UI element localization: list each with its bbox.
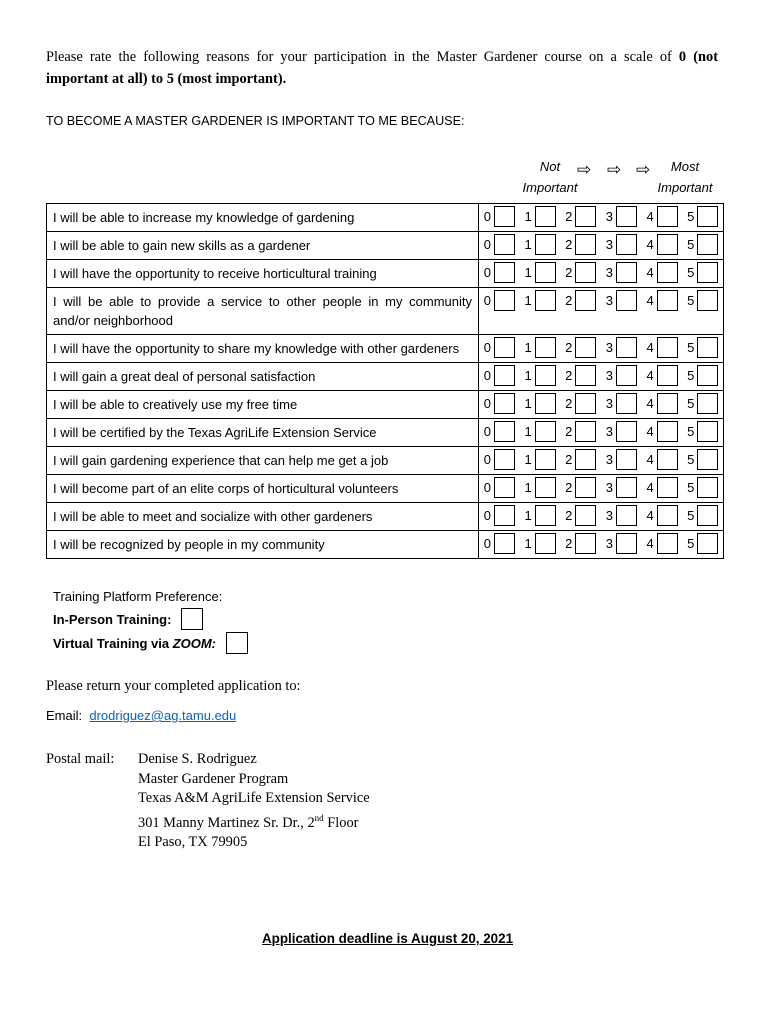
scale-right-line1: Most [670,159,700,174]
rating-options [479,335,723,362]
rating-number: 1 [524,340,532,355]
rating-option [479,447,520,474]
rating-number: 1 [524,293,532,308]
rating-number: 5 [687,237,695,252]
rating-option [479,391,520,418]
in-person-label: In-Person Training: [53,612,172,627]
rating-checkbox[interactable] [616,533,637,554]
rating-option [642,419,683,446]
rating-checkbox[interactable] [535,206,556,227]
rating-checkbox[interactable] [535,290,556,311]
rating-checkbox[interactable] [616,290,637,311]
rating-number: 4 [646,237,654,252]
rating-option [601,335,642,362]
address-street: 301 Manny Martinez Sr. Dr., 2nd Floor [138,812,359,831]
rating-option [560,260,601,287]
rating-option [520,204,561,231]
rating-option [682,503,723,530]
rating-option [642,260,683,287]
rating-option [479,288,520,334]
rating-number: 5 [687,293,695,308]
rating-option [682,363,723,390]
rating-number: 3 [605,237,614,252]
rating-option [520,419,561,446]
rating-row [47,390,723,418]
rating-number: 4 [646,480,654,495]
rating-options [479,503,723,530]
rating-checkbox[interactable] [535,393,556,414]
arrow-right-icon: ⇨ [577,160,592,179]
rating-option [642,475,683,502]
rating-option [520,475,561,502]
rating-number: 2 [565,340,573,355]
rating-row [47,418,723,446]
in-person-checkbox[interactable] [181,608,203,630]
rating-checkbox[interactable] [697,449,718,470]
rating-number: 5 [687,265,695,280]
reason-label: I will have the opportunity to share my knowledge with other gardeners [47,335,479,362]
rating-number: 1 [524,396,532,411]
rating-option [601,391,642,418]
rating-checkbox[interactable] [697,533,718,554]
rating-option [560,288,601,334]
rating-checkbox[interactable] [494,262,515,283]
rating-option [601,232,642,259]
scale-right-line2: Important [657,180,713,195]
rating-checkbox[interactable] [575,206,596,227]
rating-option [479,204,520,231]
rating-option [479,419,520,446]
rating-option [560,475,601,502]
arrow-right-icon: ⇨ [636,160,651,179]
rating-number: 5 [687,340,695,355]
reason-label: I will be able to gain new skills as a gardener [47,232,479,259]
rating-checkbox[interactable] [697,421,718,442]
rating-number: 1 [524,209,532,224]
rating-number: 5 [687,536,695,551]
rating-checkbox[interactable] [657,449,678,470]
rating-number: 1 [524,480,532,495]
rating-checkbox[interactable] [657,262,678,283]
address-organization: Texas A&M AgriLife Extension Service [138,790,370,806]
rating-number: 1 [524,536,532,551]
rating-checkbox[interactable] [575,234,596,255]
rating-checkbox[interactable] [657,505,678,526]
rating-options [479,232,723,259]
rating-checkbox[interactable] [494,365,515,386]
postal-section [46,750,370,850]
rating-checkbox[interactable] [616,393,637,414]
rating-option [642,531,683,558]
rating-number: 0 [483,237,491,252]
rating-number: 3 [605,368,614,383]
rating-option [560,391,601,418]
rating-checkbox[interactable] [535,477,556,498]
rating-number: 2 [565,424,573,439]
rating-checkbox[interactable] [616,505,637,526]
address-program: Master Gardener Program [138,770,289,787]
rating-checkbox[interactable] [657,206,678,227]
rating-number: 4 [646,536,654,551]
reason-label: I will gain a great deal of personal satisfaction [47,363,479,390]
intro-paragraph [46,46,718,90]
rating-checkbox[interactable] [575,449,596,470]
rating-number: 2 [565,452,573,467]
rating-option [642,232,683,259]
rating-checkbox[interactable] [616,337,637,358]
rating-options [479,288,723,334]
rating-checkbox[interactable] [535,234,556,255]
rating-option [601,531,642,558]
rating-checkbox[interactable] [616,234,637,255]
rating-number: 3 [605,340,614,355]
rating-checkbox[interactable] [616,421,637,442]
scale-left-line1: Not [539,159,561,174]
address-name: Denise S. Rodriguez [138,751,257,767]
rating-option [520,503,561,530]
rating-number: 0 [483,293,491,308]
rating-option [642,335,683,362]
rating-option [560,363,601,390]
rating-checkbox[interactable] [697,365,718,386]
section-heading: TO BECOME A MASTER GARDENER IS IMPORTANT TO ME BECAUSE: [46,114,465,128]
rating-checkbox[interactable] [616,477,637,498]
rating-checkbox[interactable] [535,533,556,554]
training-platform-section [53,586,248,655]
rating-checkbox[interactable] [535,421,556,442]
rating-checkbox[interactable] [657,337,678,358]
rating-option [520,335,561,362]
rating-option [560,503,601,530]
rating-number: 1 [524,508,532,523]
rating-checkbox[interactable] [494,421,515,442]
zoom-label: ZOOM: [172,636,217,651]
rating-row [47,502,723,530]
rating-checkbox[interactable] [575,505,596,526]
rating-option [601,260,642,287]
reason-label: I will be able to creatively use my free time [47,391,479,418]
rating-options [479,447,723,474]
rating-option [520,391,561,418]
rating-number: 4 [646,424,654,439]
rating-checkbox[interactable] [575,337,596,358]
rating-number: 5 [687,368,695,383]
rating-checkbox[interactable] [697,206,718,227]
rating-checkbox[interactable] [697,290,718,311]
rating-options [479,260,723,287]
rating-row [47,287,723,334]
rating-checkbox[interactable] [616,449,637,470]
rating-checkbox[interactable] [697,262,718,283]
rating-option [682,260,723,287]
rating-checkbox[interactable] [657,365,678,386]
application-deadline: Application deadline is August 20, 2021 [262,931,514,946]
rating-option [479,363,520,390]
rating-checkbox[interactable] [494,449,515,470]
arrow-right-icon: ⇨ [607,160,622,179]
virtual-checkbox[interactable] [226,632,248,654]
rating-checkbox[interactable] [494,477,515,498]
rating-number: 2 [565,265,573,280]
rating-option [682,232,723,259]
rating-number: 0 [483,396,491,411]
rating-option [479,475,520,502]
rating-option [601,363,642,390]
rating-number: 4 [646,340,654,355]
rating-checkbox[interactable] [657,477,678,498]
reason-label: I will be recognized by people in my community [47,531,479,558]
rating-options [479,419,723,446]
email-label: Email: [46,708,83,723]
rating-checkbox[interactable] [657,290,678,311]
rating-option [642,204,683,231]
rating-option [479,232,520,259]
platform-title: Training Platform Preference: [53,589,223,604]
postal-label: Postal mail: [46,751,115,767]
rating-number: 2 [565,293,573,308]
rating-number: 5 [687,396,695,411]
rating-option [642,363,683,390]
rating-number: 4 [646,508,654,523]
rating-number: 0 [483,424,491,439]
rating-checkbox[interactable] [494,393,515,414]
rating-checkbox[interactable] [697,393,718,414]
rating-checkbox[interactable] [494,206,515,227]
rating-checkbox[interactable] [575,262,596,283]
rating-table [46,203,724,559]
reason-label: I will become part of an elite corps of horticultural volunteers [47,475,479,502]
rating-checkbox[interactable] [697,234,718,255]
rating-option [642,447,683,474]
reason-label: I will have the opportunity to receive horticultural training [47,260,479,287]
address-city: El Paso, TX 79905 [138,833,248,850]
reason-label: I will be able to provide a service to other people in my community and/or neighborhood [47,288,479,334]
rating-option [642,391,683,418]
rating-options [479,391,723,418]
rating-option [601,419,642,446]
rating-number: 4 [646,452,654,467]
rating-checkbox[interactable] [657,533,678,554]
rating-number: 3 [605,508,614,523]
rating-options [479,475,723,502]
rating-checkbox[interactable] [494,234,515,255]
rating-number: 3 [605,452,614,467]
rating-checkbox[interactable] [575,533,596,554]
rating-checkbox[interactable] [575,477,596,498]
rating-option [682,447,723,474]
rating-number: 4 [646,209,654,224]
rating-number: 2 [565,368,573,383]
rating-option [560,204,601,231]
rating-checkbox[interactable] [575,365,596,386]
rating-option [520,232,561,259]
rating-option [560,232,601,259]
rating-option [682,531,723,558]
rating-checkbox[interactable] [494,533,515,554]
rating-number: 4 [646,293,654,308]
rating-option [682,475,723,502]
rating-option [520,531,561,558]
rating-number: 0 [483,508,491,523]
rating-option [642,288,683,334]
rating-options [479,204,723,231]
reason-label: I will be able to increase my knowledge of gardening [47,204,479,231]
reason-label: I will be able to meet and socialize with other gardeners [47,503,479,530]
rating-number: 0 [483,209,491,224]
return-instructions: Please return your completed application to: [46,678,301,694]
rating-row [47,231,723,259]
rating-checkbox[interactable] [575,393,596,414]
rating-option [560,419,601,446]
virtual-label: Virtual Training via [53,636,173,651]
rating-checkbox[interactable] [657,234,678,255]
rating-number: 2 [565,480,573,495]
rating-number: 3 [605,480,614,495]
rating-number: 0 [483,452,491,467]
intro-text: Please rate the following reasons for your participation in the Master Gardener course on a scale of [46,49,679,65]
rating-option [520,363,561,390]
rating-row [47,259,723,287]
rating-number: 1 [524,237,532,252]
rating-checkbox[interactable] [494,290,515,311]
rating-option [682,419,723,446]
rating-row [47,362,723,390]
rating-row [47,334,723,362]
rating-row [47,474,723,502]
rating-option [682,204,723,231]
rating-option [601,447,642,474]
rating-number: 1 [524,424,532,439]
email-link[interactable]: drodriguez@ag.tamu.edu [89,708,237,723]
rating-number: 2 [565,508,573,523]
rating-number: 3 [605,293,614,308]
rating-option [682,391,723,418]
scale-left-line2: Important [522,180,578,195]
rating-option [601,204,642,231]
rating-number: 1 [524,452,532,467]
rating-number: 2 [565,396,573,411]
rating-number: 2 [565,237,573,252]
rating-number: 2 [565,209,573,224]
rating-number: 1 [524,265,532,280]
rating-checkbox[interactable] [575,421,596,442]
rating-option [560,531,601,558]
rating-option [479,335,520,362]
rating-number: 5 [687,209,695,224]
rating-checkbox[interactable] [697,337,718,358]
reason-label: I will be certified by the Texas AgriLife Extension Service [47,419,479,446]
rating-checkbox[interactable] [535,365,556,386]
email-line [46,708,236,723]
rating-number: 0 [483,368,491,383]
rating-number: 4 [646,396,654,411]
reason-label: I will gain gardening experience that can help me get a job [47,447,479,474]
rating-checkbox[interactable] [616,262,637,283]
intro-scale-text: 0 (not important at all) to 5 (most important). [46,49,718,87]
rating-option [642,503,683,530]
rating-option [601,288,642,334]
rating-option [479,531,520,558]
rating-row [47,530,723,558]
rating-checkbox[interactable] [657,421,678,442]
rating-option [560,447,601,474]
rating-option [601,503,642,530]
rating-number: 0 [483,265,491,280]
rating-checkbox[interactable] [535,262,556,283]
rating-checkbox[interactable] [535,449,556,470]
rating-checkbox[interactable] [657,393,678,414]
rating-checkbox[interactable] [697,477,718,498]
rating-option [479,503,520,530]
rating-number: 5 [687,424,695,439]
scale-right-label [648,156,722,198]
rating-option [682,288,723,334]
rating-options [479,531,723,558]
rating-option [560,335,601,362]
rating-row [47,446,723,474]
rating-number: 3 [605,396,614,411]
rating-option [520,260,561,287]
rating-number: 5 [687,452,695,467]
rating-number: 5 [687,508,695,523]
rating-number: 2 [565,536,573,551]
rating-row [47,204,723,231]
rating-checkbox[interactable] [535,337,556,358]
rating-checkbox[interactable] [616,365,637,386]
rating-number: 4 [646,368,654,383]
rating-option [601,475,642,502]
rating-number: 4 [646,265,654,280]
rating-checkbox[interactable] [575,290,596,311]
rating-option [520,447,561,474]
rating-checkbox[interactable] [535,505,556,526]
rating-option [520,288,561,334]
rating-number: 1 [524,368,532,383]
postal-address [138,750,370,852]
rating-number: 3 [605,536,614,551]
rating-checkbox[interactable] [616,206,637,227]
rating-number: 0 [483,536,491,551]
rating-checkbox[interactable] [494,337,515,358]
rating-number: 0 [483,480,491,495]
rating-options [479,363,723,390]
rating-checkbox[interactable] [697,505,718,526]
rating-checkbox[interactable] [494,505,515,526]
rating-option [682,335,723,362]
rating-number: 3 [605,209,614,224]
rating-number: 5 [687,480,695,495]
rating-number: 3 [605,424,614,439]
rating-number: 3 [605,265,614,280]
rating-option [479,260,520,287]
rating-number: 0 [483,340,491,355]
